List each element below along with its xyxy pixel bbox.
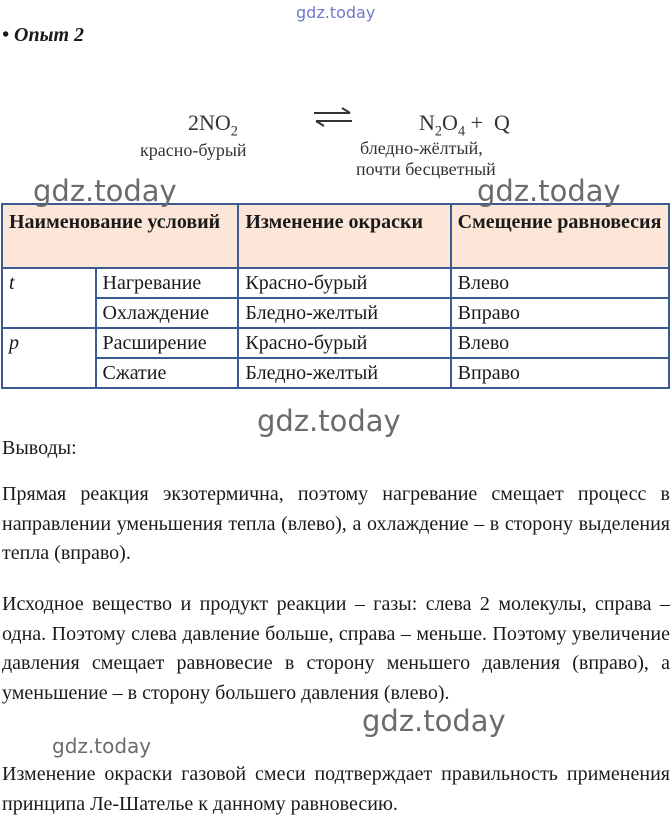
- header-color-change: Изменение окраски: [238, 204, 450, 268]
- watermark-lower-left: gdz.today: [52, 734, 152, 758]
- table-row: [2, 358, 669, 388]
- condition-cell: Сжатие: [96, 358, 239, 388]
- product-n: N: [419, 110, 435, 135]
- experiment-heading: • Опыт 2: [2, 24, 85, 46]
- shift-cell: Влево: [451, 268, 669, 298]
- paragraph-1: Прямая реакция экзотермична, поэтому нагревание смещает процесс в направлении уменьшения тепла (влево), а охлаждение – в сторону выделения тепла (вправо).: [2, 483, 670, 564]
- reactant-subscript: 2: [230, 123, 238, 140]
- header-conditions: Наименование условий: [2, 204, 238, 268]
- condition-cell: Нагревание: [96, 268, 239, 298]
- equation-reactant: [188, 110, 238, 140]
- conclusions-label: Выводы:: [2, 437, 77, 459]
- paragraph-3: Изменение окраски газовой смеси подтверждает правильность применения принципа Ле-Шателье к данному равновесию.: [2, 763, 670, 815]
- shift-cell: Вправо: [451, 298, 669, 328]
- paragraph-2: Исходное вещество и продукт реакции – газы: слева 2 молекулы, справа – одна. Поэтому слева давление больше, справа – меньше. Поэтому увеличение давления смещает равновесие в сторону меньшего давления (вправо), а уменьшение – в сторону большего давления (влево).: [2, 593, 670, 704]
- equation-product: [419, 110, 510, 140]
- variable-cell: t: [2, 268, 96, 328]
- watermark-center: gdz.today: [257, 404, 401, 438]
- color-cell: Бледно-желтый: [238, 298, 450, 328]
- product-sub-2: 4: [457, 123, 466, 140]
- reactant-formula: 2NO: [188, 110, 231, 135]
- product-color-label-1: бледно-жёлтый,: [360, 138, 483, 158]
- product-heat: + Q: [465, 110, 510, 135]
- product-o: O: [442, 110, 458, 135]
- conditions-table: [1, 203, 670, 389]
- reactant-color-label: красно-бурый: [140, 140, 247, 160]
- product-sub-1: 2: [434, 123, 443, 140]
- product-color-label-2: почти бесцветный: [356, 159, 496, 179]
- color-cell: Красно-бурый: [238, 328, 450, 358]
- condition-cell: Расширение: [96, 328, 239, 358]
- watermark-right: gdz.today: [477, 174, 621, 208]
- color-cell: Красно-бурый: [238, 268, 450, 298]
- equilibrium-arrows-icon: [312, 104, 354, 130]
- table-header-row: [2, 204, 669, 268]
- header-equilibrium-shift: Смещение равновесия: [451, 204, 669, 268]
- variable-cell: p: [2, 328, 96, 388]
- color-cell: Бледно-желтый: [238, 358, 450, 388]
- shift-cell: Влево: [451, 328, 669, 358]
- table-row: [2, 268, 669, 298]
- watermark-top: gdz.today: [296, 3, 376, 22]
- watermark-left: gdz.today: [33, 174, 177, 208]
- condition-cell: Охлаждение: [96, 298, 239, 328]
- table-row: [2, 298, 669, 328]
- watermark-lower-right: gdz.today: [362, 704, 506, 738]
- table-row: [2, 328, 669, 358]
- shift-cell: Вправо: [451, 358, 669, 388]
